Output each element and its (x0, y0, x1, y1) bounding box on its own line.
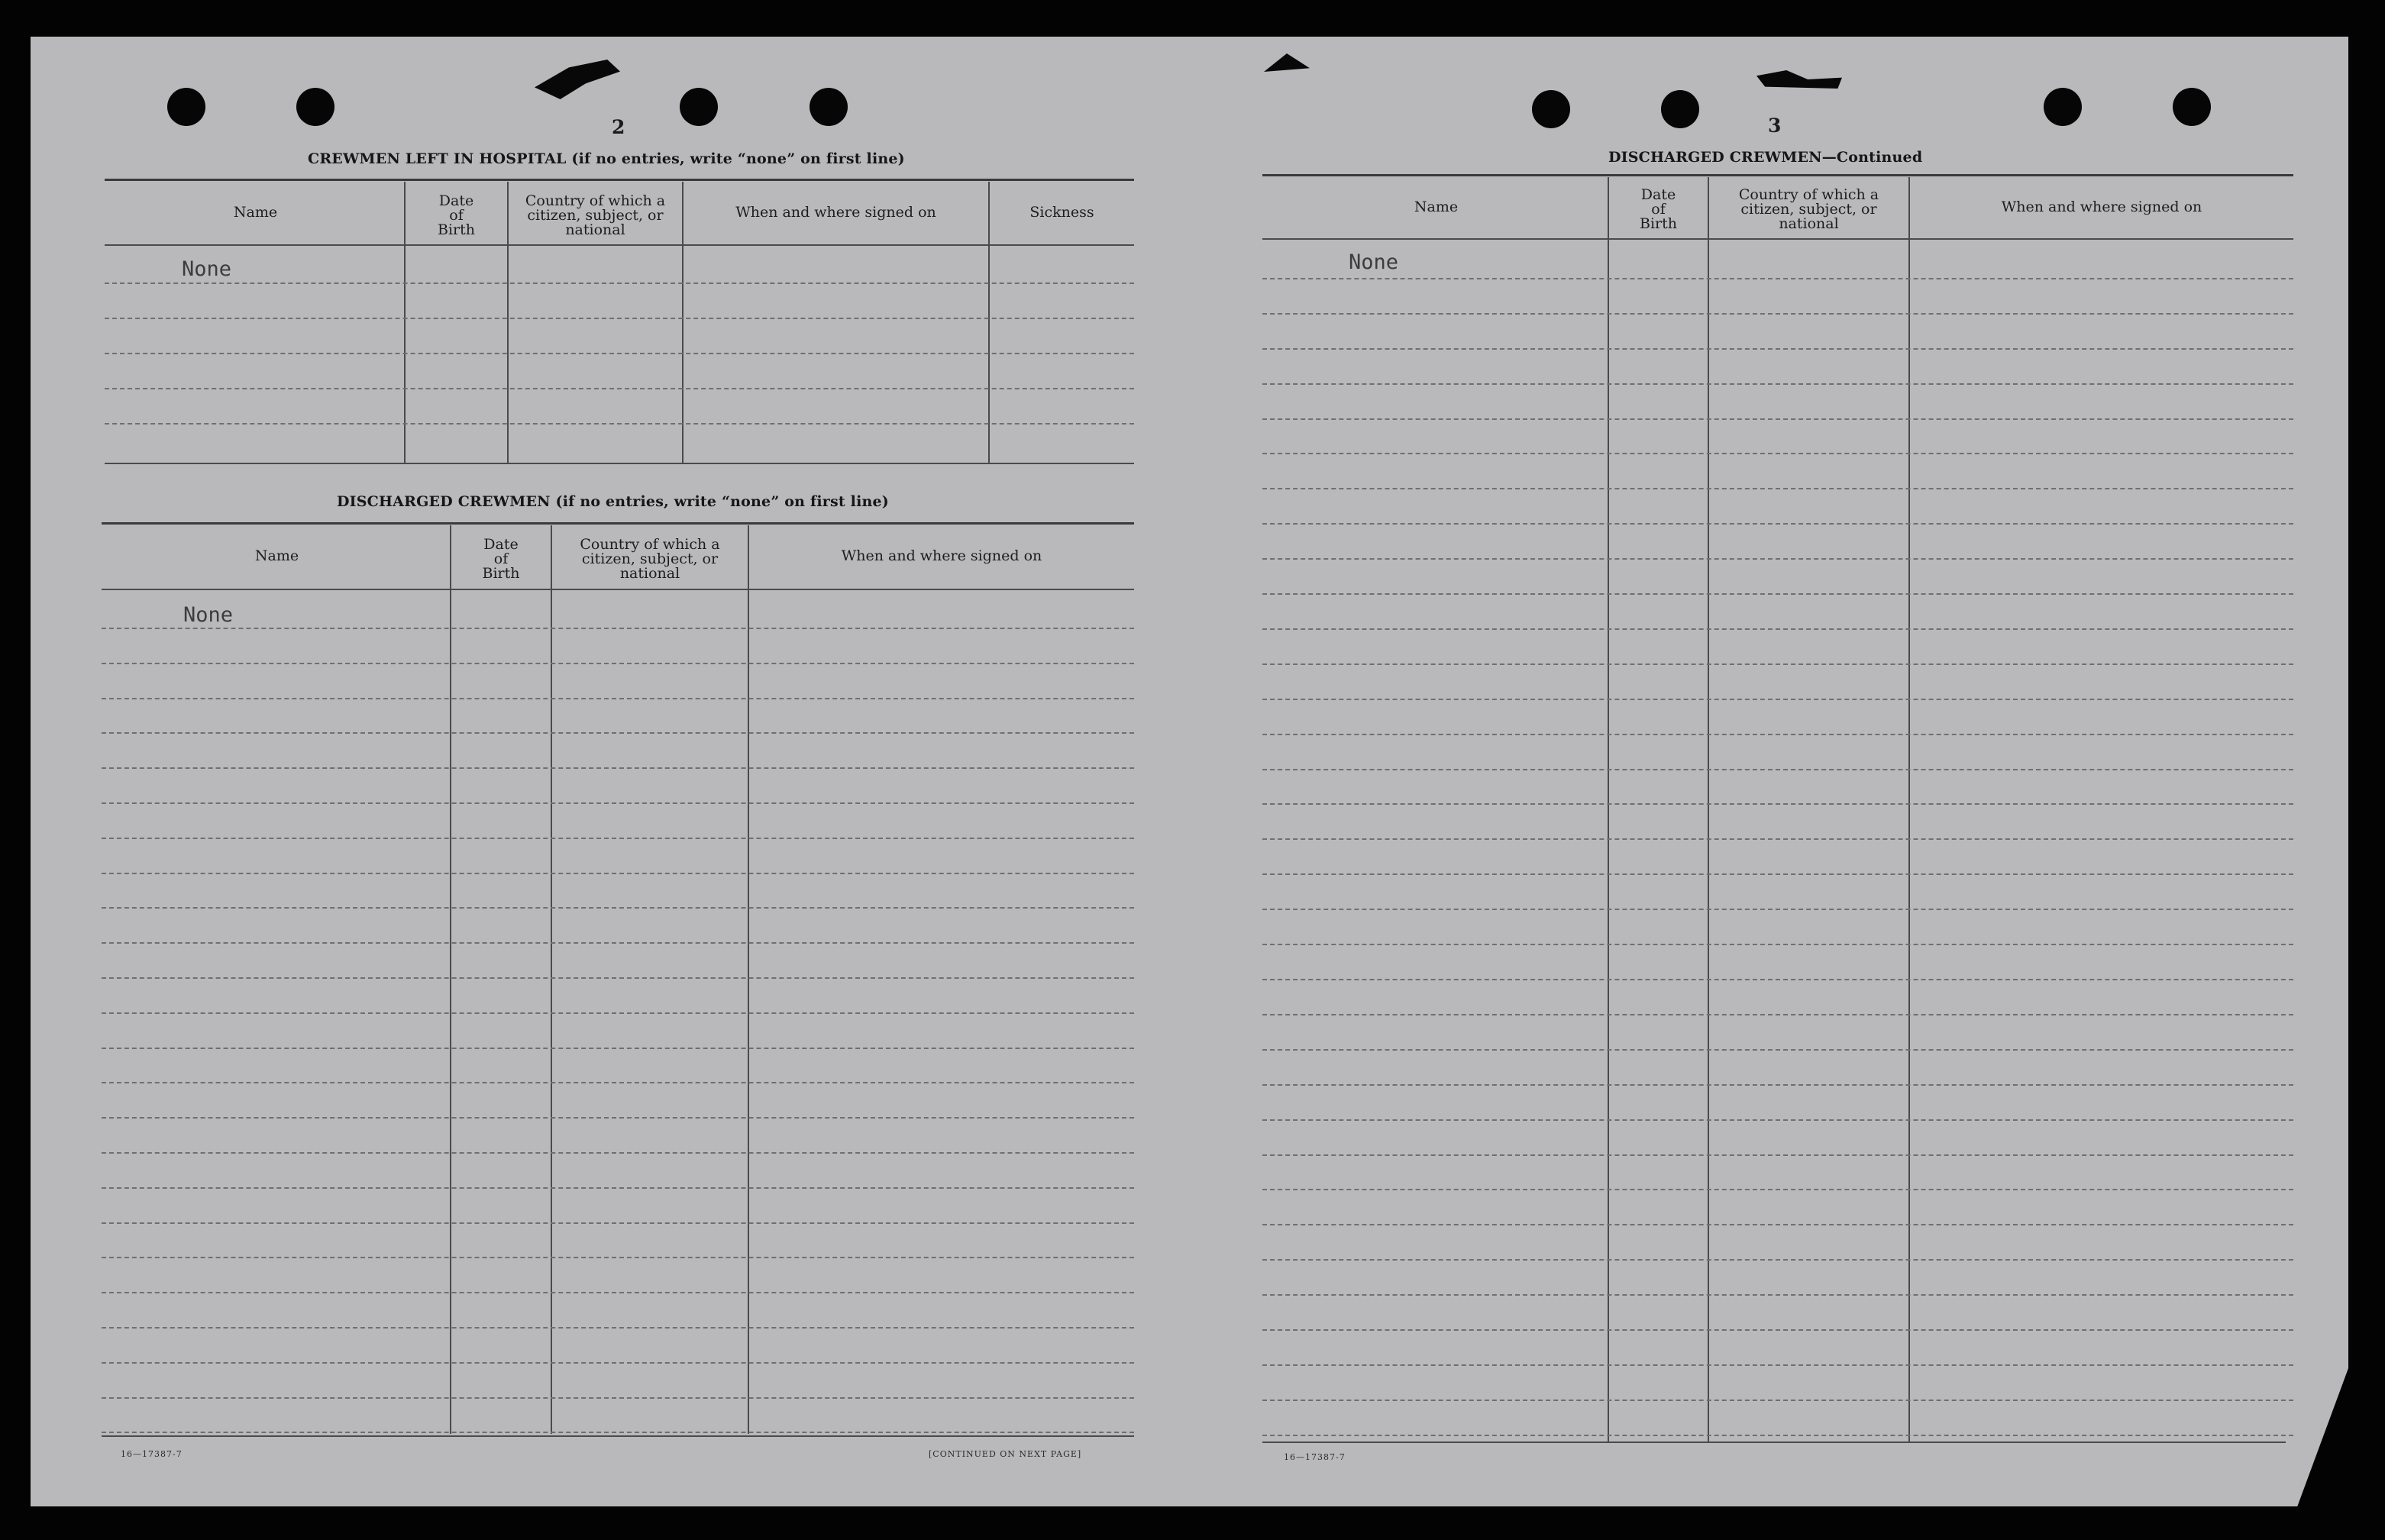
table-row-line (105, 282, 1134, 284)
hospital-col-country: Country of which a citizen, subject, or national (525, 192, 666, 238)
table-row-line (1262, 1294, 2293, 1296)
table-row-line (102, 767, 1134, 769)
hospital-table-header-rule (105, 244, 1134, 246)
hospital-col-name: Name (233, 203, 278, 221)
table-row-line (1262, 699, 2293, 700)
discharged-column-divider (450, 525, 451, 1434)
table-row-line (102, 977, 1134, 979)
table-row-line (102, 698, 1134, 699)
table-row-line (1262, 769, 2293, 770)
continued-col-country: Country of which a citizen, subject, or national (1738, 186, 1879, 232)
table-row-line (1262, 838, 2293, 840)
continued-table-top-rule (1262, 174, 2293, 176)
form-number-right: 16—17387-7 (1284, 1452, 1346, 1462)
hospital-section-title: CREWMEN LEFT IN HOSPITAL (if no entries, write “none” on first line) (308, 150, 905, 167)
table-row-line (102, 663, 1134, 664)
table-row-line (1262, 909, 2293, 910)
table-row-line (102, 907, 1134, 909)
table-row-line (1262, 1154, 2293, 1156)
table-row-line (102, 628, 1134, 629)
punch-hole (296, 88, 334, 126)
table-row-line (1262, 628, 2293, 630)
table-row-line (1262, 734, 2293, 735)
continued-column-divider (1608, 177, 1609, 1442)
table-row-line (102, 1362, 1134, 1364)
punch-hole (1661, 90, 1699, 128)
table-row-line (102, 802, 1134, 804)
page-number-right: 3 (1768, 115, 1782, 137)
form-number-left: 16—17387-7 (121, 1449, 183, 1459)
hospital-col-sickness: Sickness (1029, 203, 1094, 221)
continued-entry-name: None (1349, 250, 1399, 274)
hospital-table-top-rule (105, 179, 1134, 181)
continued-table-bottom-rule (1262, 1442, 2286, 1443)
table-row-line (102, 1117, 1134, 1119)
discharged-table-header-rule (102, 589, 1134, 590)
hospital-table-bottom-rule (105, 463, 1134, 464)
table-row-line (102, 1048, 1134, 1049)
punch-hole (2044, 88, 2082, 126)
table-row-line (1262, 278, 2293, 279)
table-row-line (1262, 873, 2293, 875)
discharged-entry-name: None (183, 603, 234, 627)
continued-note: [CONTINUED ON NEXT PAGE] (929, 1449, 1082, 1459)
table-row-line (1262, 944, 2293, 945)
table-row-line (102, 732, 1134, 734)
table-row-line (1262, 1329, 2293, 1331)
discharged-col-date-of-birth: Date of Birth (482, 535, 520, 582)
table-row-line (102, 1292, 1134, 1293)
table-row-line (105, 388, 1134, 389)
page-number-left: 2 (612, 116, 625, 138)
table-row-line (1262, 348, 2293, 350)
table-row-line (102, 1432, 1134, 1433)
table-row-line (1262, 383, 2293, 385)
discharged-col-name: Name (254, 547, 299, 564)
table-row-line (1262, 418, 2293, 420)
punch-hole (167, 88, 205, 126)
continued-col-date-of-birth: Date of Birth (1640, 186, 1677, 232)
table-row-line (1262, 313, 2293, 315)
table-row-line (1262, 1259, 2293, 1261)
table-row-line (1262, 1224, 2293, 1225)
punch-hole (1532, 90, 1570, 128)
table-row-line (1262, 1189, 2293, 1190)
table-row-line (1262, 1014, 2293, 1015)
table-row-line (102, 1222, 1134, 1224)
table-row-line (102, 1397, 1134, 1399)
table-row-line (102, 1187, 1134, 1189)
table-row-line (102, 1257, 1134, 1258)
table-row-line (1262, 979, 2293, 980)
table-row-line (102, 1012, 1134, 1014)
discharged-column-divider (551, 525, 552, 1434)
table-row-line (1262, 453, 2293, 454)
continued-table-header-rule (1262, 238, 2293, 240)
table-row-line (1262, 1400, 2293, 1401)
continued-col-name: Name (1414, 198, 1459, 215)
table-row-line (1262, 663, 2293, 665)
discharged-col-country: Country of which a citizen, subject, or national (580, 535, 720, 582)
table-row-line (1262, 803, 2293, 805)
table-row-line (102, 942, 1134, 944)
table-row-line (1262, 1119, 2293, 1121)
discharged-column-divider (748, 525, 749, 1434)
table-row-line (1262, 593, 2293, 595)
continued-col-signed-on: When and where signed on (2001, 198, 2202, 215)
discharged-table-bottom-rule (102, 1435, 1134, 1437)
table-row-line (105, 318, 1134, 319)
table-row-line (102, 1327, 1134, 1329)
hospital-col-signed-on: When and where signed on (735, 203, 936, 221)
table-row-line (1262, 1049, 2293, 1051)
hospital-col-date-of-birth: Date of Birth (438, 192, 475, 238)
table-row-line (102, 873, 1134, 874)
punch-hole (810, 88, 848, 126)
table-row-line (1262, 1435, 2293, 1436)
table-row-line (1262, 1084, 2293, 1086)
discharged-section-title: DISCHARGED CREWMEN (if no entries, write “none” on first line) (337, 493, 889, 510)
punch-hole (680, 88, 718, 126)
discharged-table-top-rule (102, 522, 1134, 525)
table-row-line (105, 423, 1134, 425)
table-row-line (102, 838, 1134, 839)
form-sheet (31, 37, 2348, 1506)
discharged-col-signed-on: When and where signed on (841, 547, 1042, 564)
punch-hole (2173, 88, 2211, 126)
table-row-line (1262, 523, 2293, 525)
hospital-entry-name: None (182, 257, 232, 281)
table-row-line (1262, 1364, 2293, 1366)
table-row-line (1262, 488, 2293, 489)
table-row-line (102, 1152, 1134, 1154)
continued-column-divider (1908, 177, 1910, 1442)
continued-column-divider (1708, 177, 1709, 1442)
table-row-line (105, 353, 1134, 354)
discharged-continued-title: DISCHARGED CREWMEN—Continued (1608, 149, 1923, 166)
table-row-line (1262, 558, 2293, 560)
table-row-line (102, 1082, 1134, 1083)
